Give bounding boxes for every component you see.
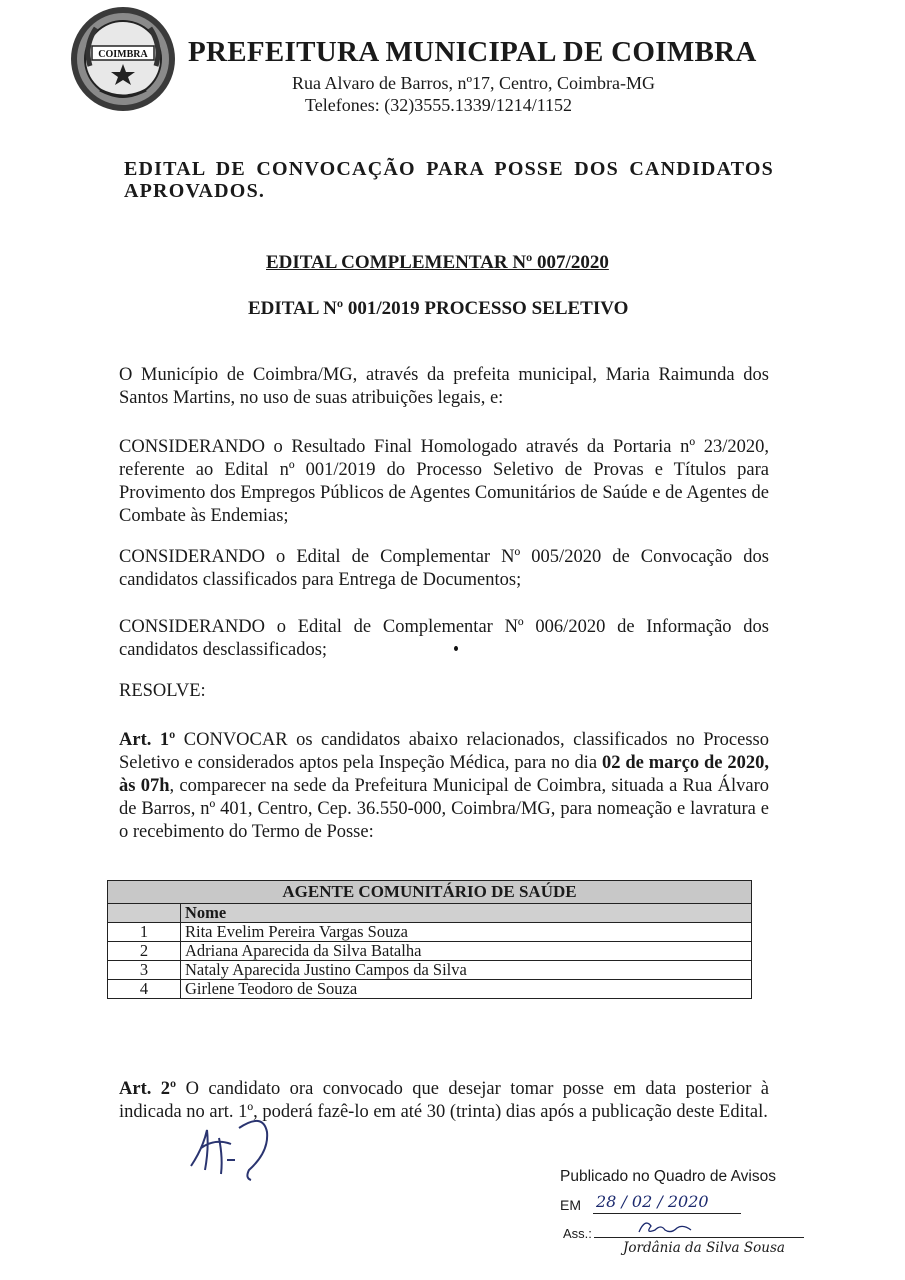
table-header-name: Nome (181, 904, 752, 923)
article-1-text-a: CONVOCAR os candidatos abaixo relacionados, classificados no Processo Seletivo e considerados aptos pela Inspeção Médica, para no dia (119, 730, 769, 773)
considerando-paragraph-2: CONSIDERANDO o Edital de Complementar Nº 005/2020 de Convocação dos candidatos classificados para Entrega de Documentos; (119, 547, 769, 590)
table-cell-name: Girlene Teodoro de Souza (181, 980, 752, 999)
table-cell-number: 4 (108, 980, 181, 999)
stamp-signature-line (594, 1237, 804, 1238)
table-row (108, 980, 752, 999)
table-cell-name: Nataly Aparecida Justino Campos da Silva (181, 961, 752, 980)
organization-title: PREFEITURA MUNICIPAL DE COIMBRA (188, 36, 757, 68)
seal-text: COIMBRA (98, 49, 148, 60)
table-row (108, 942, 752, 961)
organization-address: Rua Alvaro de Barros, nº17, Centro, Coimbra-MG (292, 73, 656, 93)
stamp-date-line (593, 1213, 741, 1214)
article-1-paragraph (119, 729, 769, 844)
intro-paragraph: O Município de Coimbra/MG, através da prefeita municipal, Maria Raimunda dos Santos Martins, no uso de suas atribuições legais, e: (119, 365, 769, 408)
resolve-label: RESOLVE: (119, 681, 206, 701)
article-2-label: Art. 2º (119, 1079, 177, 1099)
article-1-text-b: , comparecer na sede da Prefeitura Municipal de Coimbra, situada a Rua Álvaro de Barros, nº 401, Centro, Cep. 36.550-000, Coimbra/MG, para nomeação e lavratura e o recebimento do Termo de Posse: (119, 776, 769, 842)
table-row (108, 923, 752, 942)
article-1-label: Art. 1º (119, 730, 176, 750)
main-heading: EDITAL DE CONVOCAÇÃO PARA POSSE DOS CANDIDATOS APROVADOS. (124, 158, 774, 202)
table-cell-number: 2 (108, 942, 181, 961)
candidates-table (107, 880, 752, 999)
table-cell-number: 3 (108, 961, 181, 980)
publication-stamp-em-label: EM (560, 1197, 581, 1213)
table-cell-number: 1 (108, 923, 181, 942)
table-header-number-cell (108, 904, 181, 923)
handwritten-signature (183, 1108, 283, 1183)
complementary-edital-heading: EDITAL COMPLEMENTAR Nº 007/2020 (266, 252, 609, 273)
table-title: AGENTE COMUNITÁRIO DE SAÚDE (108, 881, 752, 904)
publication-stamp-date: 28 / 02 / 2020 (596, 1192, 709, 1211)
municipal-seal-logo (70, 6, 176, 112)
process-edital-heading: EDITAL Nº 001/2019 PROCESSO SELETIVO (248, 298, 629, 319)
publication-stamp-ass-label: Ass.: (563, 1226, 592, 1241)
table-header-row (108, 904, 752, 923)
scan-speck (454, 646, 458, 651)
publication-stamp-name: Jordânia da Silva Sousa (623, 1240, 785, 1256)
considerando-paragraph-3: CONSIDERANDO o Edital de Complementar Nº 006/2020 de Informação dos candidatos desclassificados; (119, 617, 769, 660)
table-row (108, 961, 752, 980)
organization-phones: Telefones: (32)3555.1339/1214/1152 (305, 95, 573, 115)
stamp-signature (635, 1216, 695, 1238)
table-cell-name: Rita Evelim Pereira Vargas Souza (181, 923, 752, 942)
article-1-date: 02 de março de 2020, às 07h (119, 753, 769, 796)
considerando-paragraph-1: CONSIDERANDO o Resultado Final Homologado através da Portaria nº 23/2020, referente ao Edital nº 001/2019 do Processo Seletivo de Provas e Títulos para Provimento dos Empregos Públicos de Agentes Comunitários de Saúde e de Agentes de Combate às Endemias; (119, 437, 769, 526)
table-cell-name: Adriana Aparecida da Silva Batalha (181, 942, 752, 961)
publication-stamp-title: Publicado no Quadro de Avisos (560, 1168, 777, 1185)
article-2-text: O candidato ora convocado que desejar tomar posse em data posterior à indicada no art. 1º, poderá fazê-lo em até 30 (trinta) dias após a publicação deste Edital. (119, 1079, 769, 1122)
